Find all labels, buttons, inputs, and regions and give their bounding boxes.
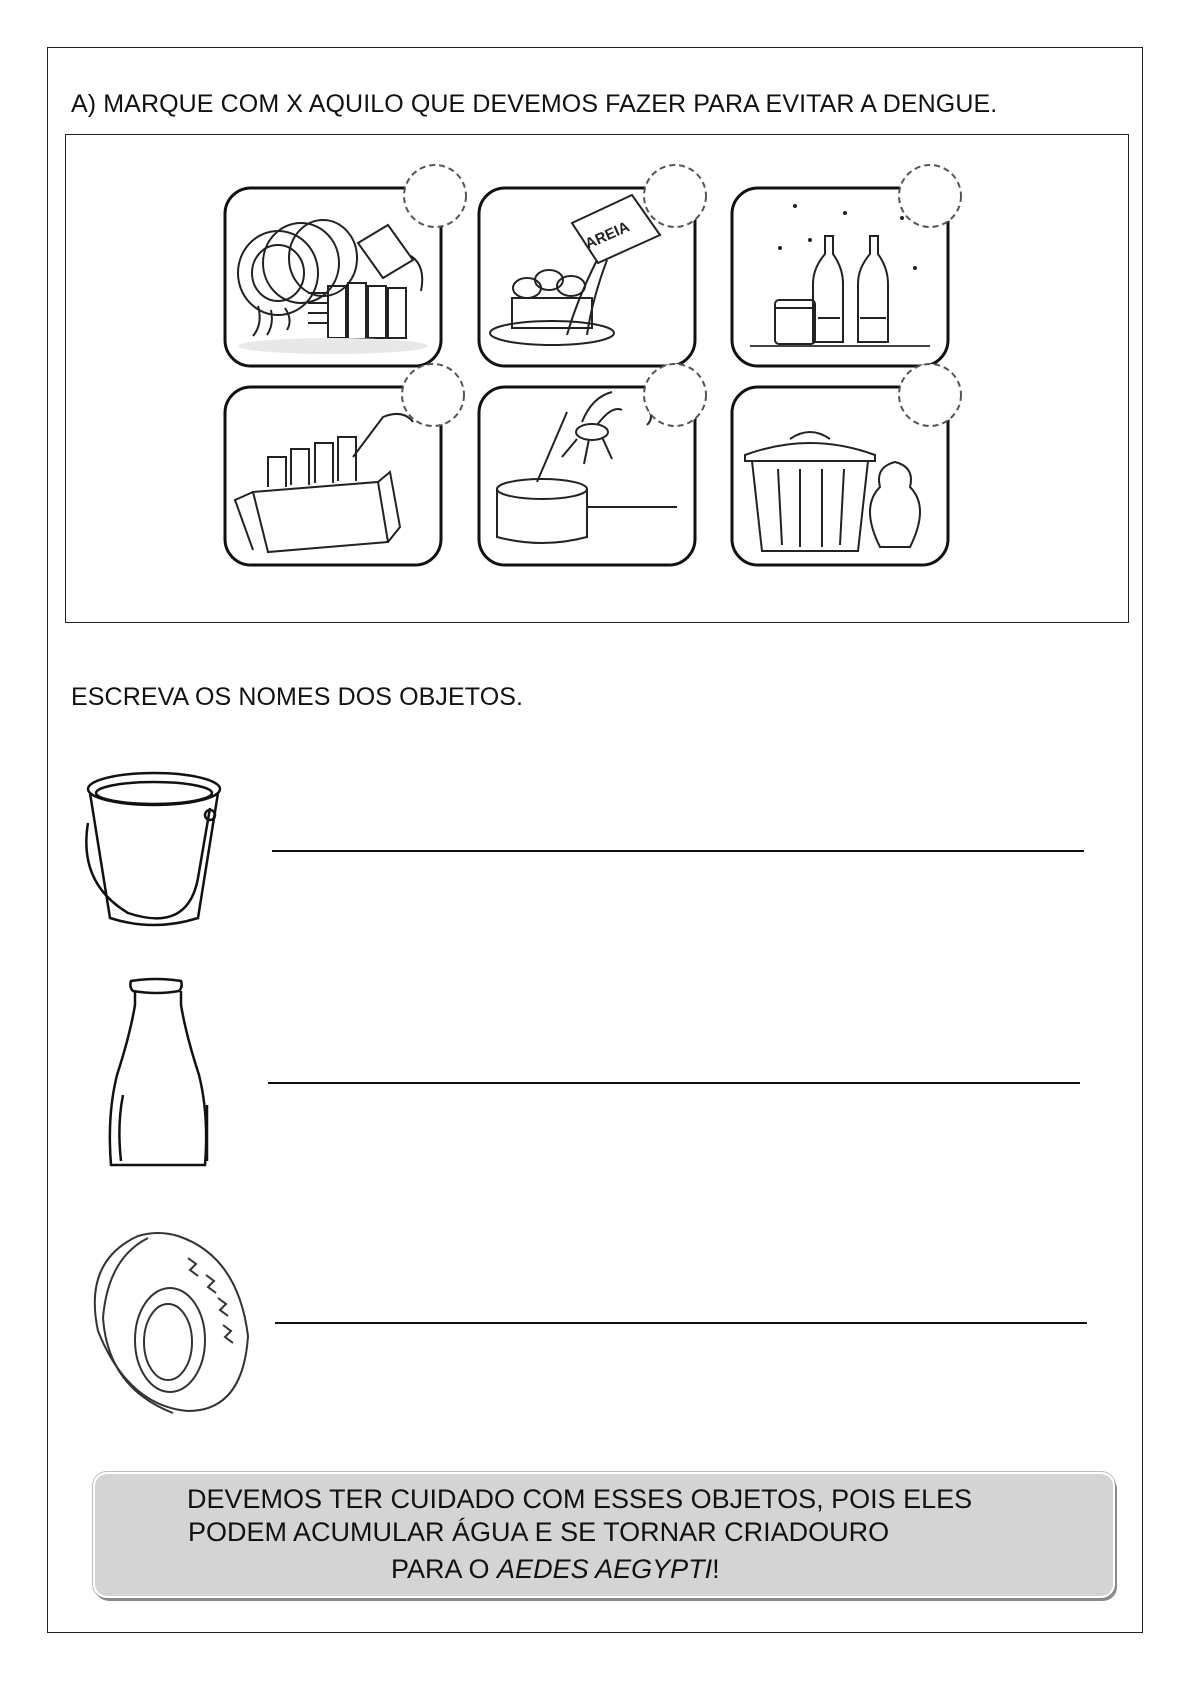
card-open-bottles-rain[interactable] — [730, 178, 950, 368]
bottle-icon — [103, 975, 213, 1171]
instruction-mark-x: A) MARQUE COM X AQUILO QUE DEVEMOS FAZER PARA EVITAR A DENGUE. — [71, 90, 998, 118]
note-line-1: DEVEMOS TER CUIDADO COM ESSES OBJETOS, POIS ELES — [187, 1484, 973, 1514]
note-line-3-prefix: PARA O — [391, 1554, 498, 1584]
card-bottles-in-box[interactable] — [223, 377, 443, 567]
activity-image-grid — [65, 134, 1129, 623]
note-line-2: PODEM ACUMULAR ÁGUA E SE TORNAR CRIADOURO — [188, 1517, 890, 1547]
note-line-3-suffix: ! — [712, 1554, 720, 1584]
answer-line-bottle[interactable] — [268, 1082, 1080, 1084]
answer-line-tire[interactable] — [275, 1322, 1087, 1324]
instruction-write-names: ESCREVA OS NOMES DOS OBJETOS. — [71, 683, 524, 711]
note-species-name: AEDES AEGYPTI — [497, 1554, 713, 1584]
card-covered-trash-can[interactable] — [730, 377, 950, 567]
note-line-3 — [391, 1554, 720, 1585]
warning-note-box — [93, 1472, 1115, 1598]
tire-icon — [88, 1230, 258, 1415]
card-tire-and-bottles[interactable] — [223, 178, 443, 368]
sand-bag-label: AREIA — [582, 218, 633, 253]
answer-line-bucket[interactable] — [272, 850, 1084, 852]
card-water-tank-mosquito[interactable] — [477, 377, 697, 567]
card-sand-in-plant-dish[interactable] — [477, 178, 697, 368]
bucket-icon — [76, 763, 232, 933]
